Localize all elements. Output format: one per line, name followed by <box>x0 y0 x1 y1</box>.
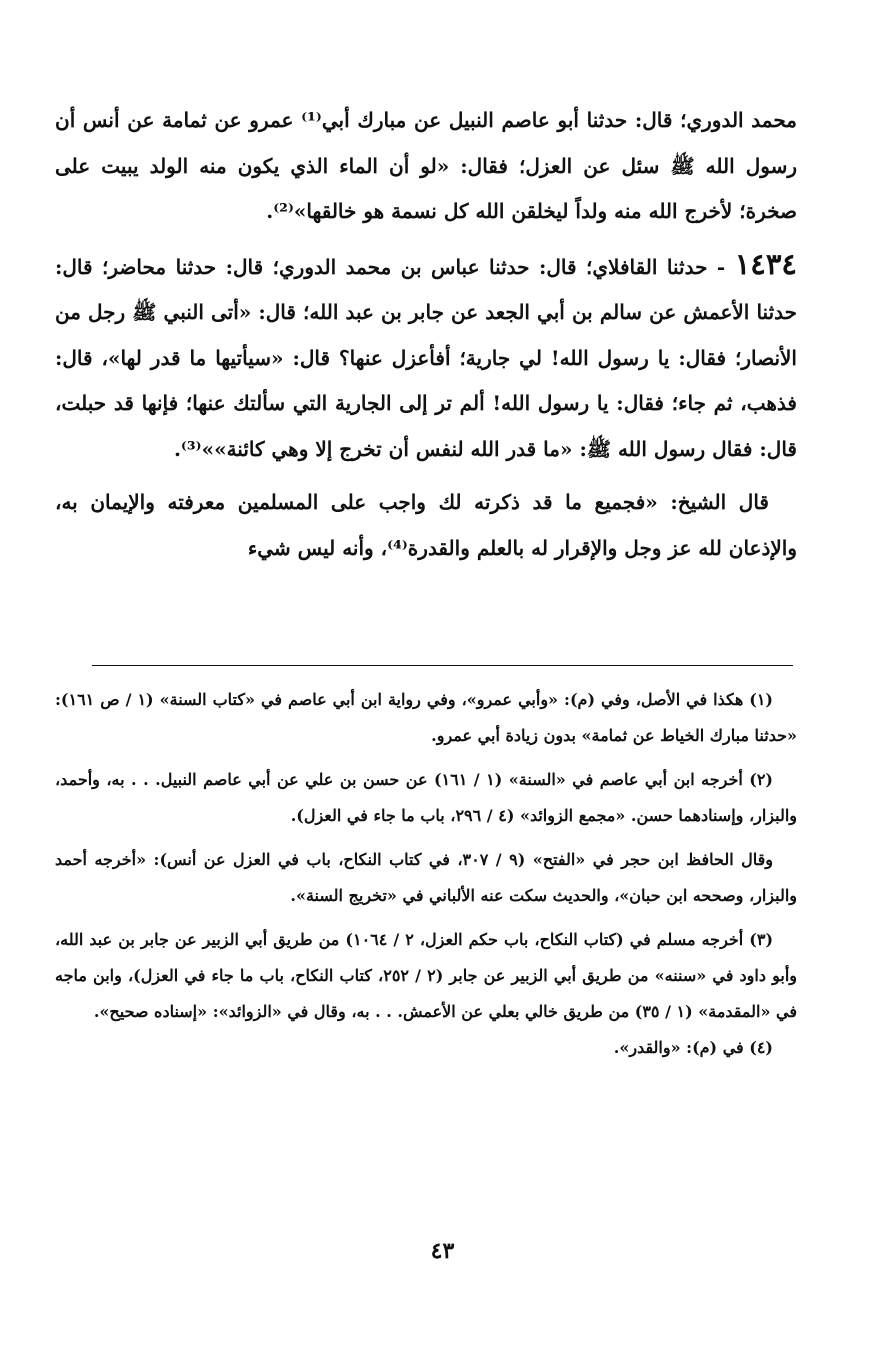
paragraph: قال الشيخ: «فجميع ما قد ذكرته لك واجب على المسلمين معرفته والإيمان به، والإذعان لله عز وجل والإقرار له بالعلم والقدرة⁽⁴⁾، وأنه ليس شيء <box>55 490 797 560</box>
footnote-continuation: وقال الحافظ ابن حجر في «الفتح» (٩ / ٣٠٧، في كتاب النكاح، باب في العزل عن أنس): «أخرجه أحمد والبزار، وصححه ابن حبان»، والحديث سكت عنه الألباني في «تخريج السنة». <box>55 850 797 905</box>
footnote: (٢) أخرجه ابن أبي عاصم في «السنة» (١ / ١٦١) عن حسن بن علي عن أبي عاصم النبيل. . . به، وأحمد، والبزار، وإسنادهما حسن. «مجمع الزوائد» (٤ / ٢٩٦، باب ما جاء في العزل). <box>55 770 797 825</box>
footnote: (٤) في (م): «والقدر». <box>613 1038 773 1057</box>
footnote: (١) هكذا في الأصل، وفي (م): «وأبي عمرو»، وفي رواية ابن أبي عاصم في «كتاب السنة» (١ / ص ١٦١): «حدثنا مبارك الخياط عن ثمامة» بدون زيادة أبي عمرو. <box>55 690 797 745</box>
paragraph-hadith <box>55 242 797 473</box>
main-text <box>55 98 797 571</box>
paragraph: محمد الدوري؛ قال: حدثنا أبو عاصم النبيل عن مبارك أبي⁽¹⁾ عمرو عن ثمامة عن أنس أن رسول الله ﷺ سئل عن العزل؛ فقال: «لو أن الماء الذي يكون منه الولد يبيت على صخرة؛ لأخرج الله منه ولداً ليخلقن الله كل نسمة هو خالقها»⁽²⁾. <box>55 108 797 223</box>
footnotes <box>55 682 797 1066</box>
hadith-number: ١٤٣٤ <box>734 246 797 281</box>
page-number: ٤٣ <box>430 1238 455 1264</box>
footnote-divider <box>92 665 793 666</box>
hadith-text: - حدثنا القافلاي؛ قال: حدثنا عباس بن محمد الدوري؛ قال: حدثنا محاضر؛ قال: حدثنا الأعمش عن سالم بن أبي الجعد عن جابر بن عبد الله؛ قال: «أتى النبي ﷺ رجل من الأنصار؛ فقال: يا رسول الله! لي جارية؛ أفأعزل عنها؟ قال: «سيأتيها ما قدر لها»، قال: فذهب، ثم جاء؛ فقال: يا رسول الله! ألم تر إلى الجارية التي سألتك عنها؛ فإنها قد حبلت، قال: فقال رسول الله ﷺ: «ما قدر الله لنفس أن تخرج إلا وهي كائنة»»⁽³⁾. <box>55 254 797 461</box>
footnote: (٣) أخرجه مسلم في (كتاب النكاح، باب حكم العزل، ٢ / ١٠٦٤) من طريق أبي الزبير عن جابر بن عبد الله، وأبو داود في «سننه» من طريق أبي الزبير عن جابر (٢ / ٢٥٢، كتاب النكاح، باب ما جاء في العزل)، وابن ماجه في «المقدمة» (١ / ٣٥) من طريق خالي بعلي عن الأعمش. . . به، وقال في «الزوائد»: «إسناده صحيح». <box>55 930 797 1021</box>
